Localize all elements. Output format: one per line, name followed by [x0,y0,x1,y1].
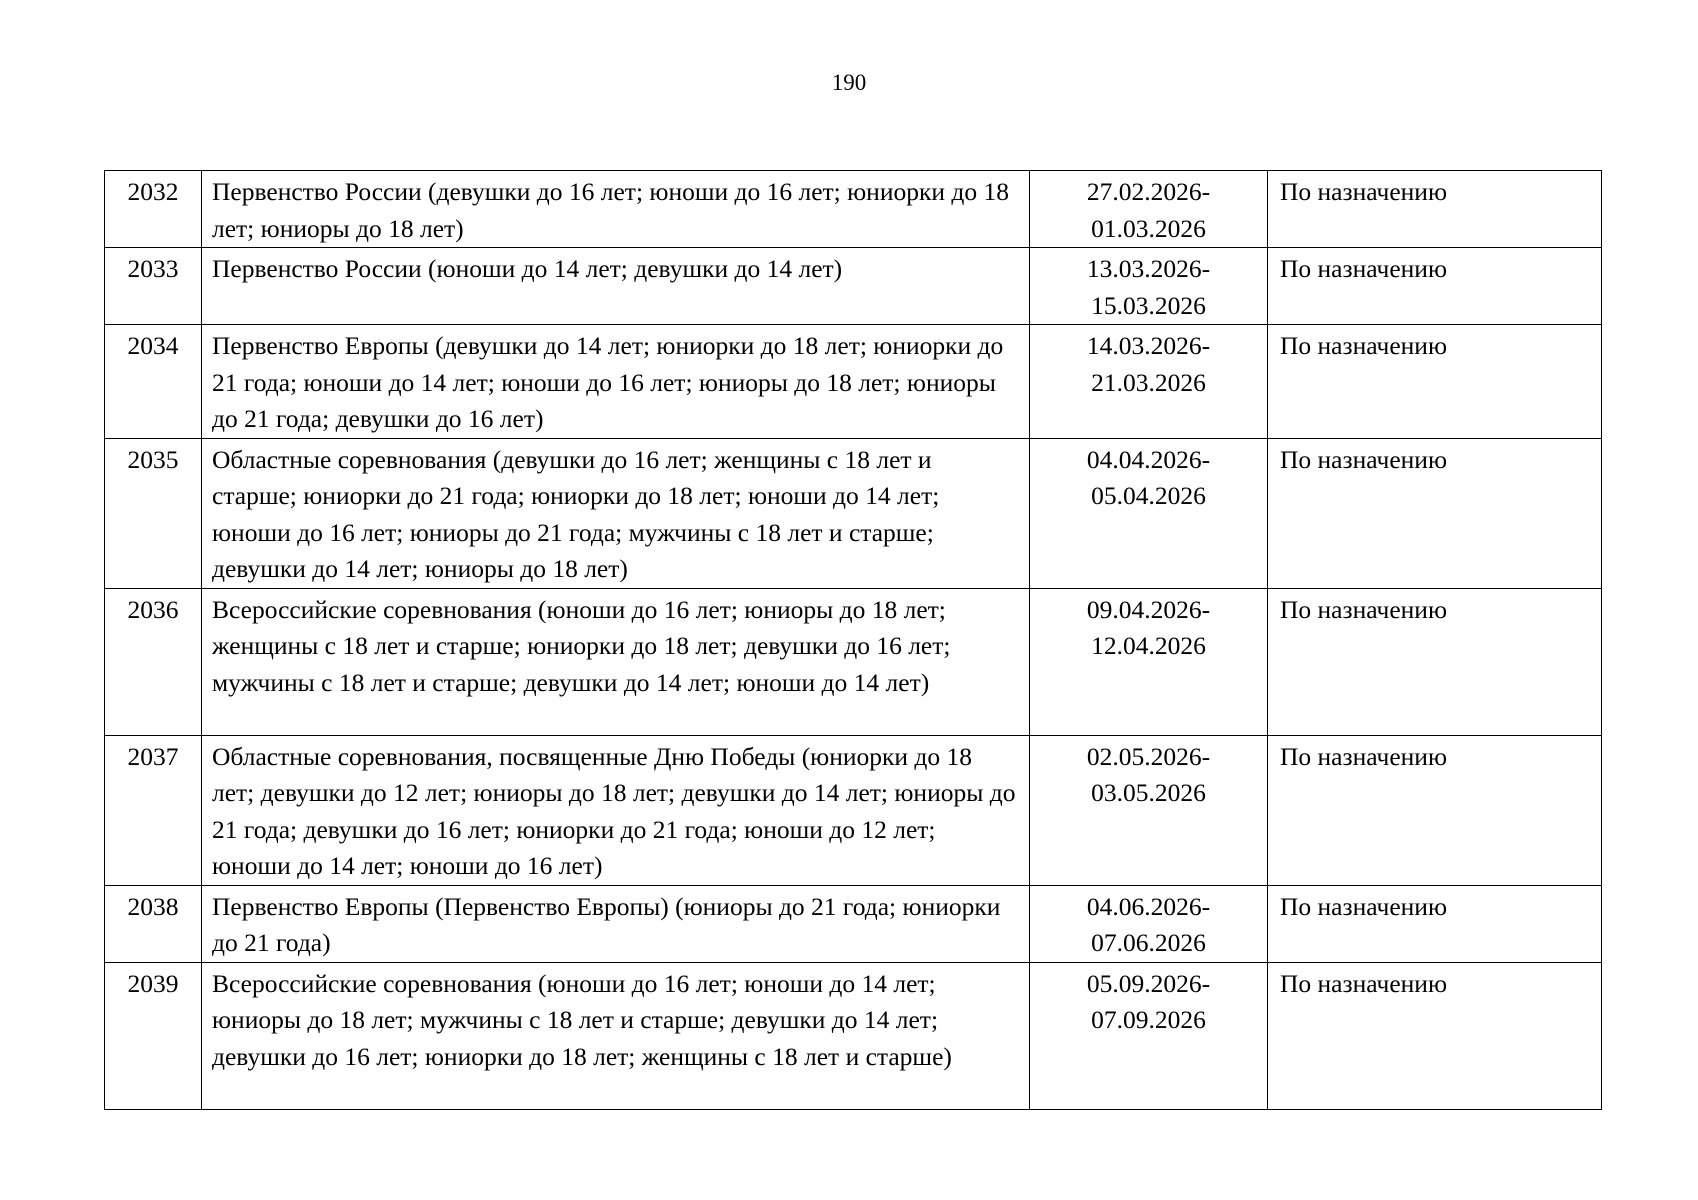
page-number: 190 [831,70,867,95]
events-table [104,170,1602,1110]
date-end: 12.04.2026 [1091,631,1206,660]
date-end: 01.03.2026 [1091,213,1206,243]
event-name: Всероссийские соревнования (юноши до 16 лет; юниоры до 18 лет; женщины с 18 лет и старше; юниорки до 18 лет; девушки до 16 лет; мужчины с 18 лет и старше; девушки до 14 лет; юноши до 14 лет) [202,588,1030,735]
date-end: 07.09.2026 [1091,1005,1206,1034]
event-dates [1030,962,1268,1109]
table-row [105,735,1602,885]
event-organizer: По назначению [1268,171,1602,248]
event-name: Первенство Европы (девушки до 14 лет; юниорки до 18 лет; юниорки до 21 года; юноши до 14 лет; юноши до 16 лет; юниоры до 18 лет; юниоры до 21 года; девушки до 16 лет) [202,325,1030,439]
row-number: 2038 [105,885,202,962]
table-row [105,325,1602,439]
event-organizer: По назначению [1268,962,1602,1109]
row-number: 2037 [105,735,202,885]
date-end: 21.03.2026 [1091,367,1206,397]
row-number: 2036 [105,588,202,735]
event-organizer: По назначению [1268,248,1602,325]
table-row [105,171,1602,248]
date-end: 05.04.2026 [1091,481,1206,510]
row-number: 2033 [105,248,202,325]
table-row [105,885,1602,962]
event-dates [1030,438,1268,588]
date-start: 04.04.2026- [1086,444,1211,474]
date-start: 27.02.2026- [1086,177,1211,206]
event-name: Областные соревнования (девушки до 16 лет; женщины с 18 лет и старше; юниорки до 21 года; юниорки до 18 лет; юноши до 14 лет; юноши до 16 лет; юниоры до 21 года; мужчины с 18 лет и старше; девушки до 14 лет; юниоры до 18 лет) [202,438,1030,588]
event-organizer: По назначению [1268,885,1602,962]
row-number: 2035 [105,438,202,588]
date-start: 04.06.2026- [1086,891,1211,921]
event-organizer: По назначению [1268,588,1602,735]
event-name: Первенство Европы (Первенство Европы) (юниоры до 21 года; юниорки до 21 года) [202,885,1030,962]
event-dates [1030,735,1268,885]
event-dates [1030,248,1268,325]
row-number: 2034 [105,325,202,439]
date-end: 03.05.2026 [1091,778,1206,807]
table-row [105,588,1602,735]
row-number: 2039 [105,962,202,1109]
table-row [105,962,1602,1109]
date-end: 07.06.2026 [1091,928,1206,957]
event-name: Областные соревнования, посвященные Дню Победы (юниорки до 18 лет; девушки до 12 лет; юниоры до 18 лет; девушки до 14 лет; юниоры до 21 года; девушки до 16 лет; юниорки до 21 года; юноши до 12 лет; юноши до 14 лет; юноши до 16 лет) [202,735,1030,885]
date-start: 02.05.2026- [1086,741,1211,771]
event-name: Всероссийские соревнования (юноши до 16 лет; юноши до 14 лет; юниоры до 18 лет; мужчины с 18 лет и старше; девушки до 14 лет; девушки до 16 лет; юниорки до 18 лет; женщины с 18 лет и старше) [202,962,1030,1109]
date-start: 09.04.2026- [1086,594,1211,624]
event-organizer: По назначению [1268,325,1602,439]
event-name: Первенство России (девушки до 16 лет; юноши до 16 лет; юниорки до 18 лет; юниоры до 18 лет) [202,171,1030,248]
event-dates [1030,171,1268,248]
row-number: 2032 [105,171,202,248]
date-end: 15.03.2026 [1091,290,1206,320]
event-dates [1030,885,1268,962]
event-organizer: По назначению [1268,438,1602,588]
date-start: 13.03.2026- [1086,254,1211,283]
event-name: Первенство России (юноши до 14 лет; девушки до 14 лет) [202,248,1030,325]
table-row [105,438,1602,588]
date-start: 14.03.2026- [1086,331,1211,360]
date-start: 05.09.2026- [1086,968,1211,998]
event-organizer: По назначению [1268,735,1602,885]
event-dates [1030,588,1268,735]
event-dates [1030,325,1268,439]
table-row [105,248,1602,325]
